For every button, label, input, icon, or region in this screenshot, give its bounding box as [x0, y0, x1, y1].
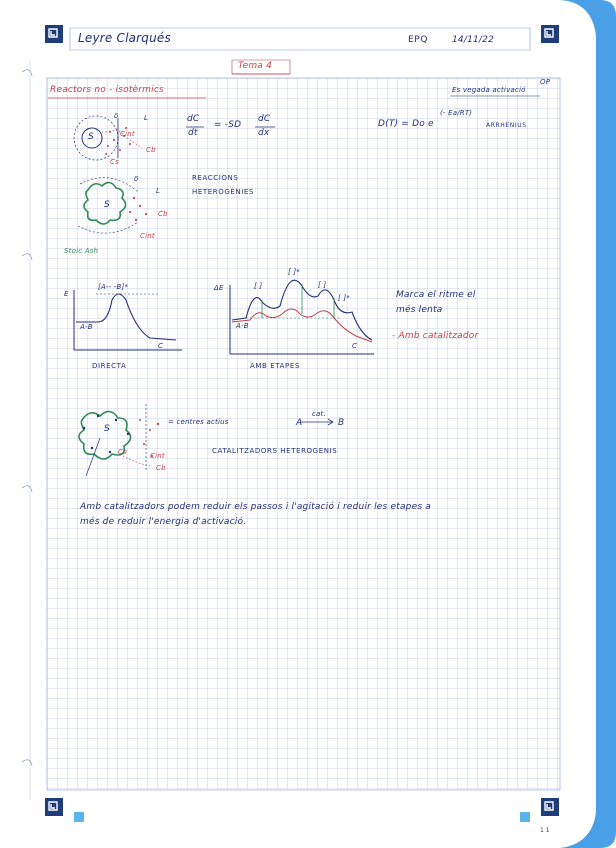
formula-dt: dt — [188, 128, 198, 138]
graph-right-bracket-1: [ ] — [254, 282, 263, 290]
graph-right-start: A-B — [236, 322, 249, 330]
d1-film: L — [144, 114, 149, 122]
graph-right-caption: AMB ETAPES — [250, 362, 300, 370]
paragraph-line-1: Amb catalitzadors podem reduir els passos i l'agitació i reduir les etapes a — [80, 502, 431, 512]
d1-delta: δ — [114, 112, 119, 120]
d2-cb: Cb — [158, 210, 168, 218]
graph-left-ylabel: E — [64, 290, 69, 298]
graph-left-end: C — [158, 342, 164, 350]
d2-label: Stoic Ash — [64, 247, 99, 255]
graph-right-end: C — [352, 342, 358, 350]
formula-sd: = -SD — [214, 120, 242, 130]
d1-particle: S — [88, 132, 94, 142]
formula-dc: dC — [187, 114, 200, 124]
note-activation-suffix: OP — [540, 78, 551, 86]
graph-left-peak: [A-- -B]* — [98, 283, 129, 291]
d2-delta: δ — [134, 175, 139, 183]
formula-dc-2: dC — [258, 114, 271, 124]
d3-cs: Cs — [118, 448, 127, 456]
d2-film: L — [156, 187, 161, 195]
corner-logo-top-left — [45, 25, 63, 43]
paragraph-line-2: més de reduir l'energia d'activació. — [80, 517, 247, 527]
d3-catalysts: CATALITZADORS HETEROGENIS — [212, 447, 338, 455]
d3-active-centers: = centres actius — [168, 418, 229, 426]
reactions-label-1: REACCIONS — [192, 174, 239, 182]
corner-logo-top-right — [541, 25, 559, 43]
graph-note-3: - Amb catalitzador — [392, 331, 479, 341]
d3-cb: Cb — [156, 464, 166, 472]
page-title: Tema 4 — [238, 61, 272, 71]
svg-text:1 1: 1 1 — [540, 827, 550, 834]
graph-right-ylabel: ΔE — [214, 284, 224, 292]
formula-arrhenius-exp: (- Ea/RT) — [440, 109, 473, 117]
d3-reaction-b: B — [338, 418, 345, 428]
d3-reaction-arrow: cat. — [312, 410, 326, 418]
formula-dx: dx — [258, 128, 270, 138]
reactions-label-2: HETEROGÈNIES — [192, 188, 254, 196]
formula-arrhenius: D(T) = Do e — [378, 119, 434, 129]
d3-reaction-a: A — [296, 418, 303, 428]
graph-right-bracket-2: [ ]* — [288, 268, 300, 276]
graph-note-1: Marca el ritme el — [396, 290, 476, 300]
student-name: Leyre Clarqués — [78, 31, 171, 45]
d1-cs: Cs — [110, 158, 119, 166]
subject-code: EPQ — [408, 35, 428, 45]
d2-particle: S — [104, 200, 110, 210]
graph-note-2: més lenta — [396, 305, 443, 315]
date: 14/11/22 — [452, 35, 495, 45]
d3-cint: Cint — [150, 452, 165, 460]
arrhenius-label: ARRHENIUS — [486, 122, 527, 129]
d1-cb: Cb — [146, 146, 156, 154]
note-activation: Es vegada activació — [452, 86, 526, 94]
graph-right-bracket-3: [ ] — [318, 281, 327, 289]
d3-particle: S — [104, 424, 110, 434]
d1-cint: Cint — [120, 130, 135, 138]
d2-cint: Cint — [140, 232, 155, 240]
graph-left-start: A-B — [80, 323, 93, 331]
graph-right-bracket-4: [ ]* — [338, 294, 350, 302]
section-heading: Reactors no - isotèrmics — [50, 85, 164, 95]
graph-left-caption: DIRECTA — [92, 362, 127, 370]
